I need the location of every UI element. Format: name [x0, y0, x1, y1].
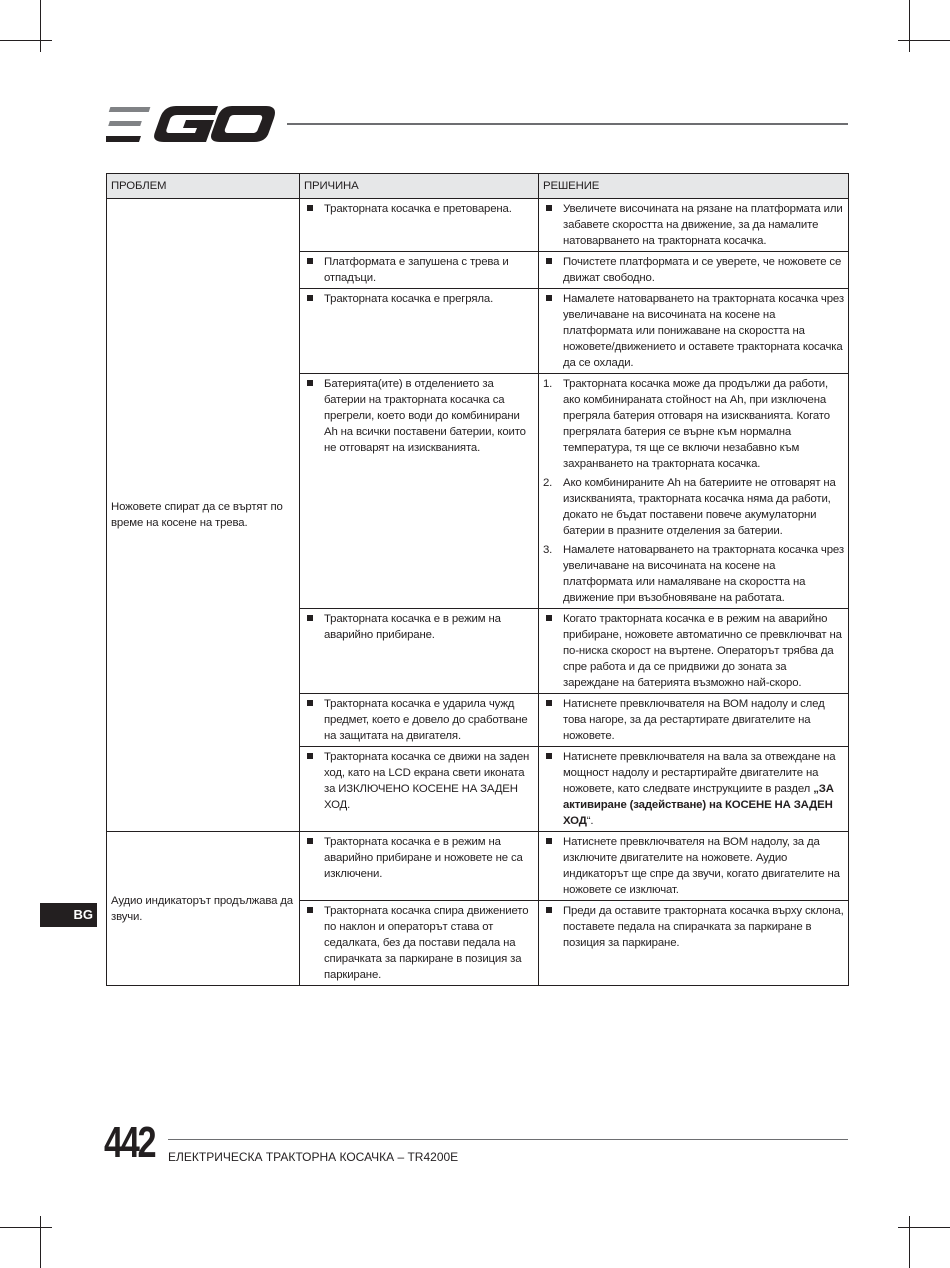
crop-mark [909, 0, 910, 52]
list-item: Тракторната косачка е в режим на аварийно прибиране. [304, 611, 534, 643]
item-number: 1. [543, 378, 553, 390]
solution-cell [539, 289, 849, 374]
header-problem: ПРОБЛЕМ [107, 174, 300, 199]
item-text: Намалете натоварването на тракторната косачка чрез увеличаване на височината на косене на платформата или намаляване на скоростта на движение при възобновяване на работата. [563, 544, 844, 604]
list-item: Преди да оставите тракторната косачка върху склона, поставете педала на спирачката за паркиране в позиция за паркиране. [543, 903, 844, 951]
crop-mark [898, 1227, 950, 1228]
solution-cell [539, 901, 849, 986]
problem-cell: Ножовете спират да се въртят по време на косене на трева. [107, 199, 300, 832]
problem-cell: Аудио индикаторът продължава да звучи. [107, 832, 300, 986]
list-item: Тракторната косачка е претоварена. [304, 201, 534, 217]
cause-cell [300, 289, 539, 374]
crop-mark [898, 40, 950, 41]
cause-cell [300, 694, 539, 747]
solution-text: Натиснете превключвателя на вала за отвеждане на мощност надолу и рестартирайте двигателите на ножовете, като следвате инструкциите в раздел [563, 751, 836, 795]
list-item: Платформата е запушена с трева и отпадъци. [304, 254, 534, 286]
solution-cell [539, 747, 849, 832]
list-item: Почистете платформата и се уверете, че ножовете се движат свободно. [543, 254, 844, 286]
footer-title: ЕЛЕКТРИЧЕСКА ТРАКТОРНА КОСАЧКА – TR4200E [168, 1150, 459, 1164]
list-item: Тракторната косачка е ударила чужд предмет, което е довело до сработване на защитата на двигателя. [304, 696, 534, 744]
list-item: Увеличете височината на рязане на платформата или забавете скоростта на движение, за да намалите натоварването на тракторната косачка. [543, 201, 844, 249]
list-item: Тракторната косачка се движи на заден ход, като на LCD екрана свети иконата за ИЗКЛЮЧЕНО КОСЕНЕ НА ЗАДЕН ХОД. [304, 749, 534, 813]
crop-mark [40, 1216, 41, 1268]
numbered-item [543, 542, 844, 606]
list-item: Тракторната косачка е прегряла. [304, 291, 534, 307]
ego-logo [106, 102, 278, 146]
table-row [107, 832, 849, 901]
cause-cell [300, 374, 539, 609]
table-header-row [107, 174, 849, 199]
header-solution: РЕШЕНИЕ [539, 174, 849, 199]
cause-cell [300, 609, 539, 694]
solution-cell [539, 199, 849, 252]
list-item [543, 749, 844, 829]
list-item: Натиснете превключвателя на ВОМ надолу, за да изключите двигателите на ножовете. Аудио индикаторът ще спре да звучи, когато двигателите на ножовете се изключат. [543, 834, 844, 898]
list-item: Тракторната косачка спира движението по наклон и операторът става от седалката, без да постави педала на спирачката за паркиране в позиция за паркиране. [304, 903, 534, 983]
crop-mark [0, 40, 52, 41]
cause-cell [300, 252, 539, 289]
language-tab [40, 903, 97, 927]
numbered-item [543, 376, 844, 472]
list-item: Тракторната косачка е в режим на аварийно прибиране и ножовете не са изключени. [304, 834, 534, 882]
language-tab-label: BG [73, 907, 93, 922]
list-item: Когато тракторната косачка е в режим на аварийно прибиране, ножовете автоматично се превключват на по-ниска скорост на въртене. Операторът трябва да спре работа и да се придвижи до зоната за зареждане на батерията възможно най-скоро. [543, 611, 844, 691]
cause-cell [300, 901, 539, 986]
section-reference: „ЗА активиране (задействане) на КОСЕНЕ НА ЗАДЕН ХОД [563, 783, 834, 827]
cause-cell [300, 832, 539, 901]
table-row [107, 199, 849, 252]
crop-mark [909, 1216, 910, 1268]
numbered-item [543, 475, 844, 539]
solution-cell [539, 609, 849, 694]
item-text: Тракторната косачка може да продължи да работи, ако комбинираната стойност на Ah, при изключена прегряла батерия отговаря на изискванията. Когато прегрялата батерия се върне към нормална температура, тя ще се включи незабавно към захранването на тракторната косачка. [563, 378, 830, 470]
cause-cell [300, 747, 539, 832]
list-item: Батерията(ите) в отделението за батерии на тракторната косачка са прегрели, което води до комбинирани Ah на всички поставени батерии, които не отговарят на изискванията. [304, 376, 534, 456]
header-rule [287, 123, 848, 125]
solution-cell [539, 374, 849, 609]
crop-mark [40, 0, 41, 52]
list-item: Намалете натоварването на тракторната косачка чрез увеличаване на височината на косене на платформата или понижаване на скоростта на ножовете/движението и оставете тракторната косачка да се охлади. [543, 291, 844, 371]
solution-text-end: “. [586, 815, 594, 827]
crop-mark [0, 1227, 52, 1228]
solution-cell [539, 694, 849, 747]
page-number: 442 [104, 1118, 155, 1167]
list-item: Натиснете превключвателя на ВОМ надолу и след това нагоре, за да рестартирате двигателите на ножовете. [543, 696, 844, 744]
troubleshooting-table [106, 173, 849, 986]
solution-cell [539, 832, 849, 901]
cause-cell [300, 199, 539, 252]
item-number: 3. [543, 544, 553, 556]
item-text: Ако комбинираните Ah на батериите не отговарят на изискванията, тракторната косачка няма да работи, докато не бъдат поставени повече акумулаторни батерии в празните отделения за батерии. [563, 477, 836, 537]
item-number: 2. [543, 477, 553, 489]
header-cause: ПРИЧИНА [300, 174, 539, 199]
solution-cell [539, 252, 849, 289]
footer-rule [168, 1139, 848, 1140]
